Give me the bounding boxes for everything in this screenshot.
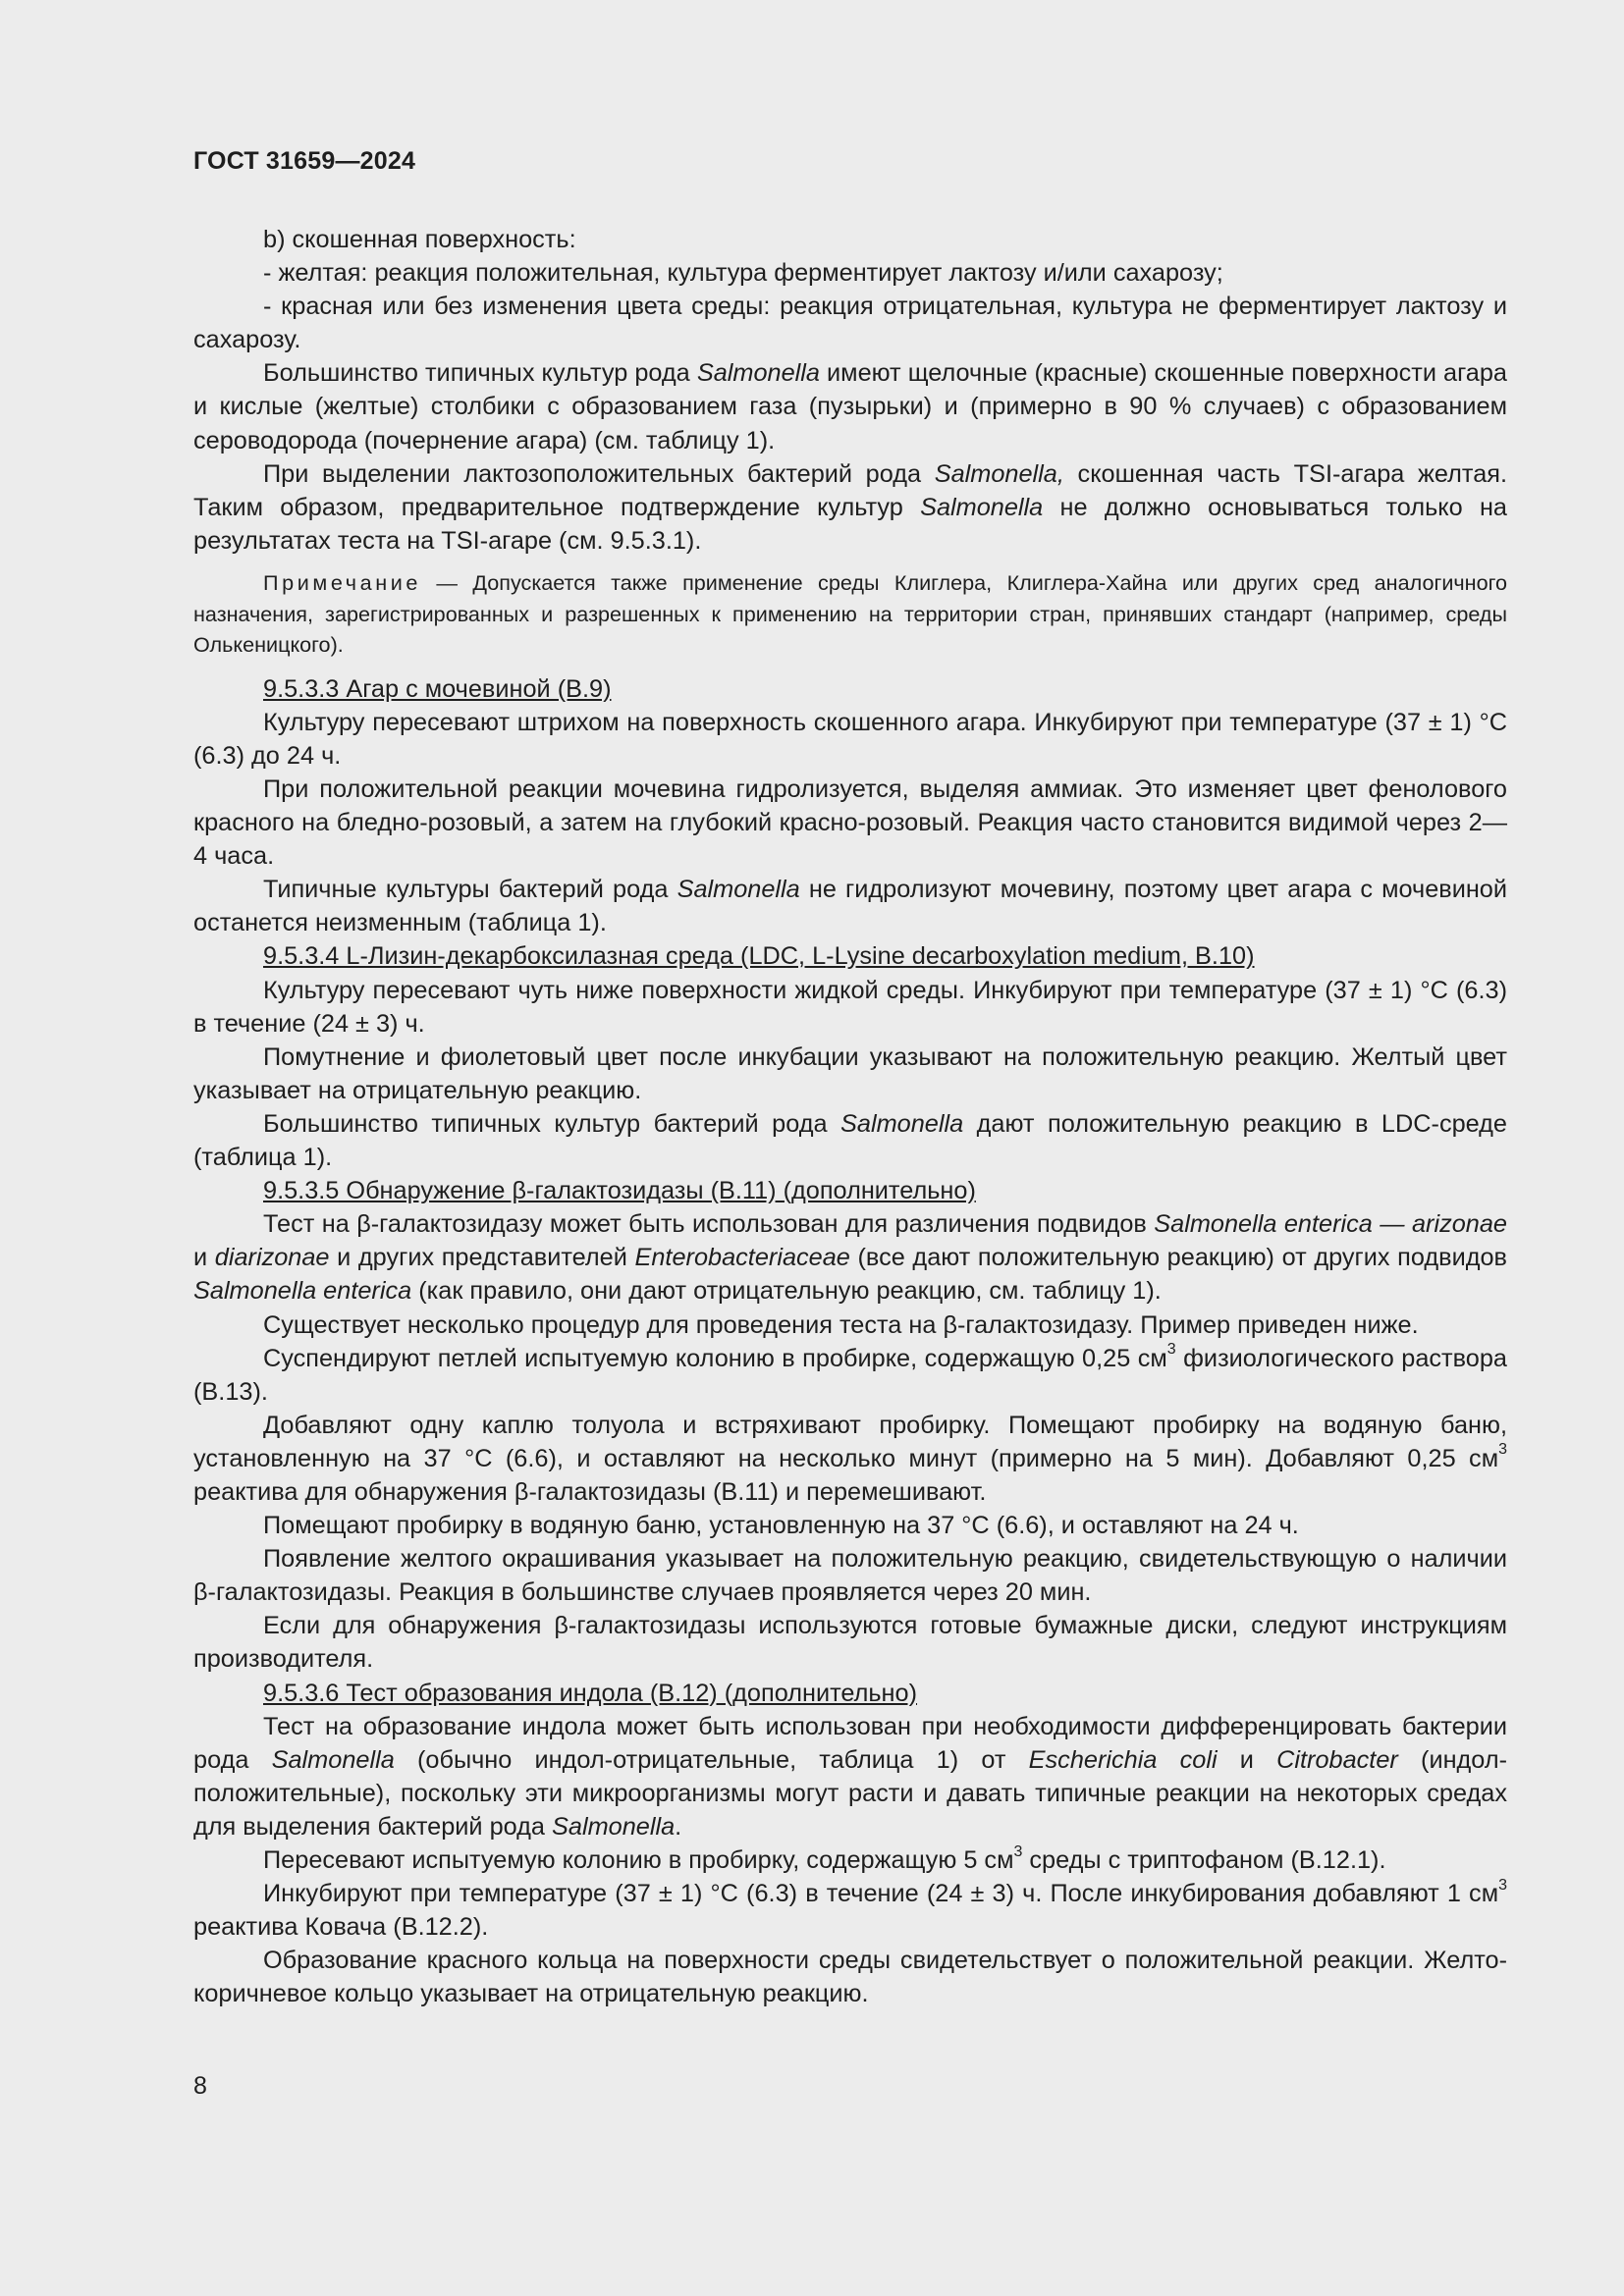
section-heading-9-5-3-5: 9.5.3.5 Обнаружение β-галактозидазы (В.11) (дополнительно) — [263, 1177, 976, 1205]
paragraph: Большинство типичных культур рода Salmonella имеют щелочные (красные) скошенные поверхности агара и кислые (желтые) столбики с образованием газа (пузырьки) и (примерно в 90 % случаев) с образованием сероводорода (почернение агара) (см. таблицу 1). — [193, 359, 1508, 454]
paragraph: Большинство типичных культур бактерий рода Salmonella дают положительную реакцию в LDC-среде (таблица 1). — [193, 1109, 1508, 1172]
paragraph: Культуру пересевают чуть ниже поверхности жидкой среды. Инкубируют при температуре (37 ± 1) °С (6.3) в течение (24 ± 3) ч. — [193, 976, 1507, 1038]
paragraph: Образование красного кольца на поверхности среды свидетельствует о положительной реакции. Желто-коричневое кольцо указывает на отрицательную реакцию. — [193, 1947, 1507, 2008]
paragraph: Если для обнаружения β-галактозидазы используются готовые бумажные диски, следуют инструкциям производителя. — [193, 1612, 1507, 1674]
list-item-red: - красная или без изменения цвета среды: реакция отрицательная, культура не ферментирует лактозу и сахарозу. — [193, 293, 1507, 354]
paragraph-slant-surface: b) скошенная поверхность: — [263, 226, 576, 253]
paragraph: Пересевают испытуемую колонию в пробирку, содержащую 5 $см^3$ среды с триптофаном (В.12.1). — [263, 1842, 1386, 1874]
page-number: 8 — [193, 2072, 207, 2100]
paragraph: Помутнение и фиолетовый цвет после инкубации указывают на положительную реакцию. Желтый цвет указывает на отрицательную реакцию. — [193, 1042, 1507, 1104]
paragraph: Культуру пересевают штрихом на поверхность скошенного агара. Инкубируют при температуре (37 ± 1) °С (6.3) до 24 ч. — [193, 708, 1507, 770]
document-header: ГОСТ 31659—2024 — [193, 147, 416, 175]
paragraph: Появление желтого окрашивания указывает на положительную реакцию, свидетельствующую о наличии β-галактозидазы. Реакция в большинстве случаев проявляется через 20 мин. — [193, 1545, 1507, 1607]
paragraph: Типичные культуры бактерий рода Salmonella не гидролизуют мочевину, поэтому цвет агара с мочевиной останется неизменным (таблица 1). — [193, 876, 1507, 937]
paragraph: Тест на образование индола может быть использован при необходимости дифференцировать бактерии рода Salmonella (обычно индол-отрицательные, таблица 1) от Escherichia coli и Citrobacter (индол-положительные), поскольку эти микроорганизмы могут расти и давать типичные реакции на некоторых средах для выделения бактерий рода Salmonella. — [193, 1712, 1508, 1841]
document-body — [193, 223, 1507, 2010]
section-heading-9-5-3-3: 9.5.3.3 Агар с мочевиной (В.9) — [263, 674, 612, 703]
paragraph: Существует несколько процедур для проведения теста на β-галактозидазу. Пример приведен ниже. — [263, 1310, 1419, 1339]
note-label: Примечание — [263, 569, 421, 595]
note — [193, 567, 1507, 661]
note-text: — Допускается также применение среды Клиглера, Клиглера-Хайна или других сред аналогичного назначения, зарегистрированных и разрешенных к применению на территории стран, принявших стандарт (например, среды Олькеницкого). — [193, 569, 1507, 658]
paragraph: Добавляют одну каплю толуола и встряхивают пробирку. Помещают пробирку на водяную баню, установленную на 37 °С (6.6), и оставляют на несколько минут (примерно на 5 мин). Добавляют 0,25 $см^3$ реактива для обнаружения β-галактозидазы (В.11) и перемешивают. — [193, 1411, 1507, 1506]
paragraph: Помещают пробирку в водяную баню, установленную на 37 °С (6.6), и оставляют на 24 ч. — [263, 1512, 1299, 1540]
paragraph: Суспендируют петлей испытуемую колонию в пробирке, содержащую 0,25 $см^3$ физиологического раствора (В.13). — [193, 1341, 1507, 1406]
paragraph: Тест на β-галактозидазу может быть использован для различения подвидов Salmonella enterica — arizonae и diarizonae и других представителей Enterobacteriaceae (все дают положительную реакцию) от других подвидов Salmonella enterica (как правило, они дают отрицательную реакцию, см. таблицу 1). — [193, 1210, 1507, 1306]
paragraph: Инкубируют при температуре (37 ± 1) °С (6.3) в течение (24 ± 3) ч. После инкубирования добавляют 1 $см^3$ реактива Ковача (В.12.2). — [193, 1876, 1507, 1942]
paragraph: При положительной реакции мочевина гидролизуется, выделяя аммиак. Это изменяет цвет фенолового красного на бледно-розовый, а затем на глубокий красно-розовый. Реакция часто становится видимой через 2—4 часа. — [193, 775, 1507, 871]
section-heading-9-5-3-4: 9.5.3.4 L-Лизин-декарбоксилазная среда (LDC, L-Lysine decarboxylation medium, В.10) — [263, 942, 1255, 971]
paragraph: При выделении лактозоположительных бактерий рода Salmonella, скошенная часть TSI-агара желтая. Таким образом, предварительное подтверждение культур Salmonella не должно основываться только на результатах теста на TSI-агаре (см. 9.5.3.1). — [193, 459, 1507, 555]
section-heading-9-5-3-6: 9.5.3.6 Тест образования индола (В.12) (дополнительно) — [263, 1679, 918, 1707]
list-item-yellow: - желтая: реакция положительная, культура ферментирует лактозу и/или сахарозу; — [263, 259, 1223, 288]
